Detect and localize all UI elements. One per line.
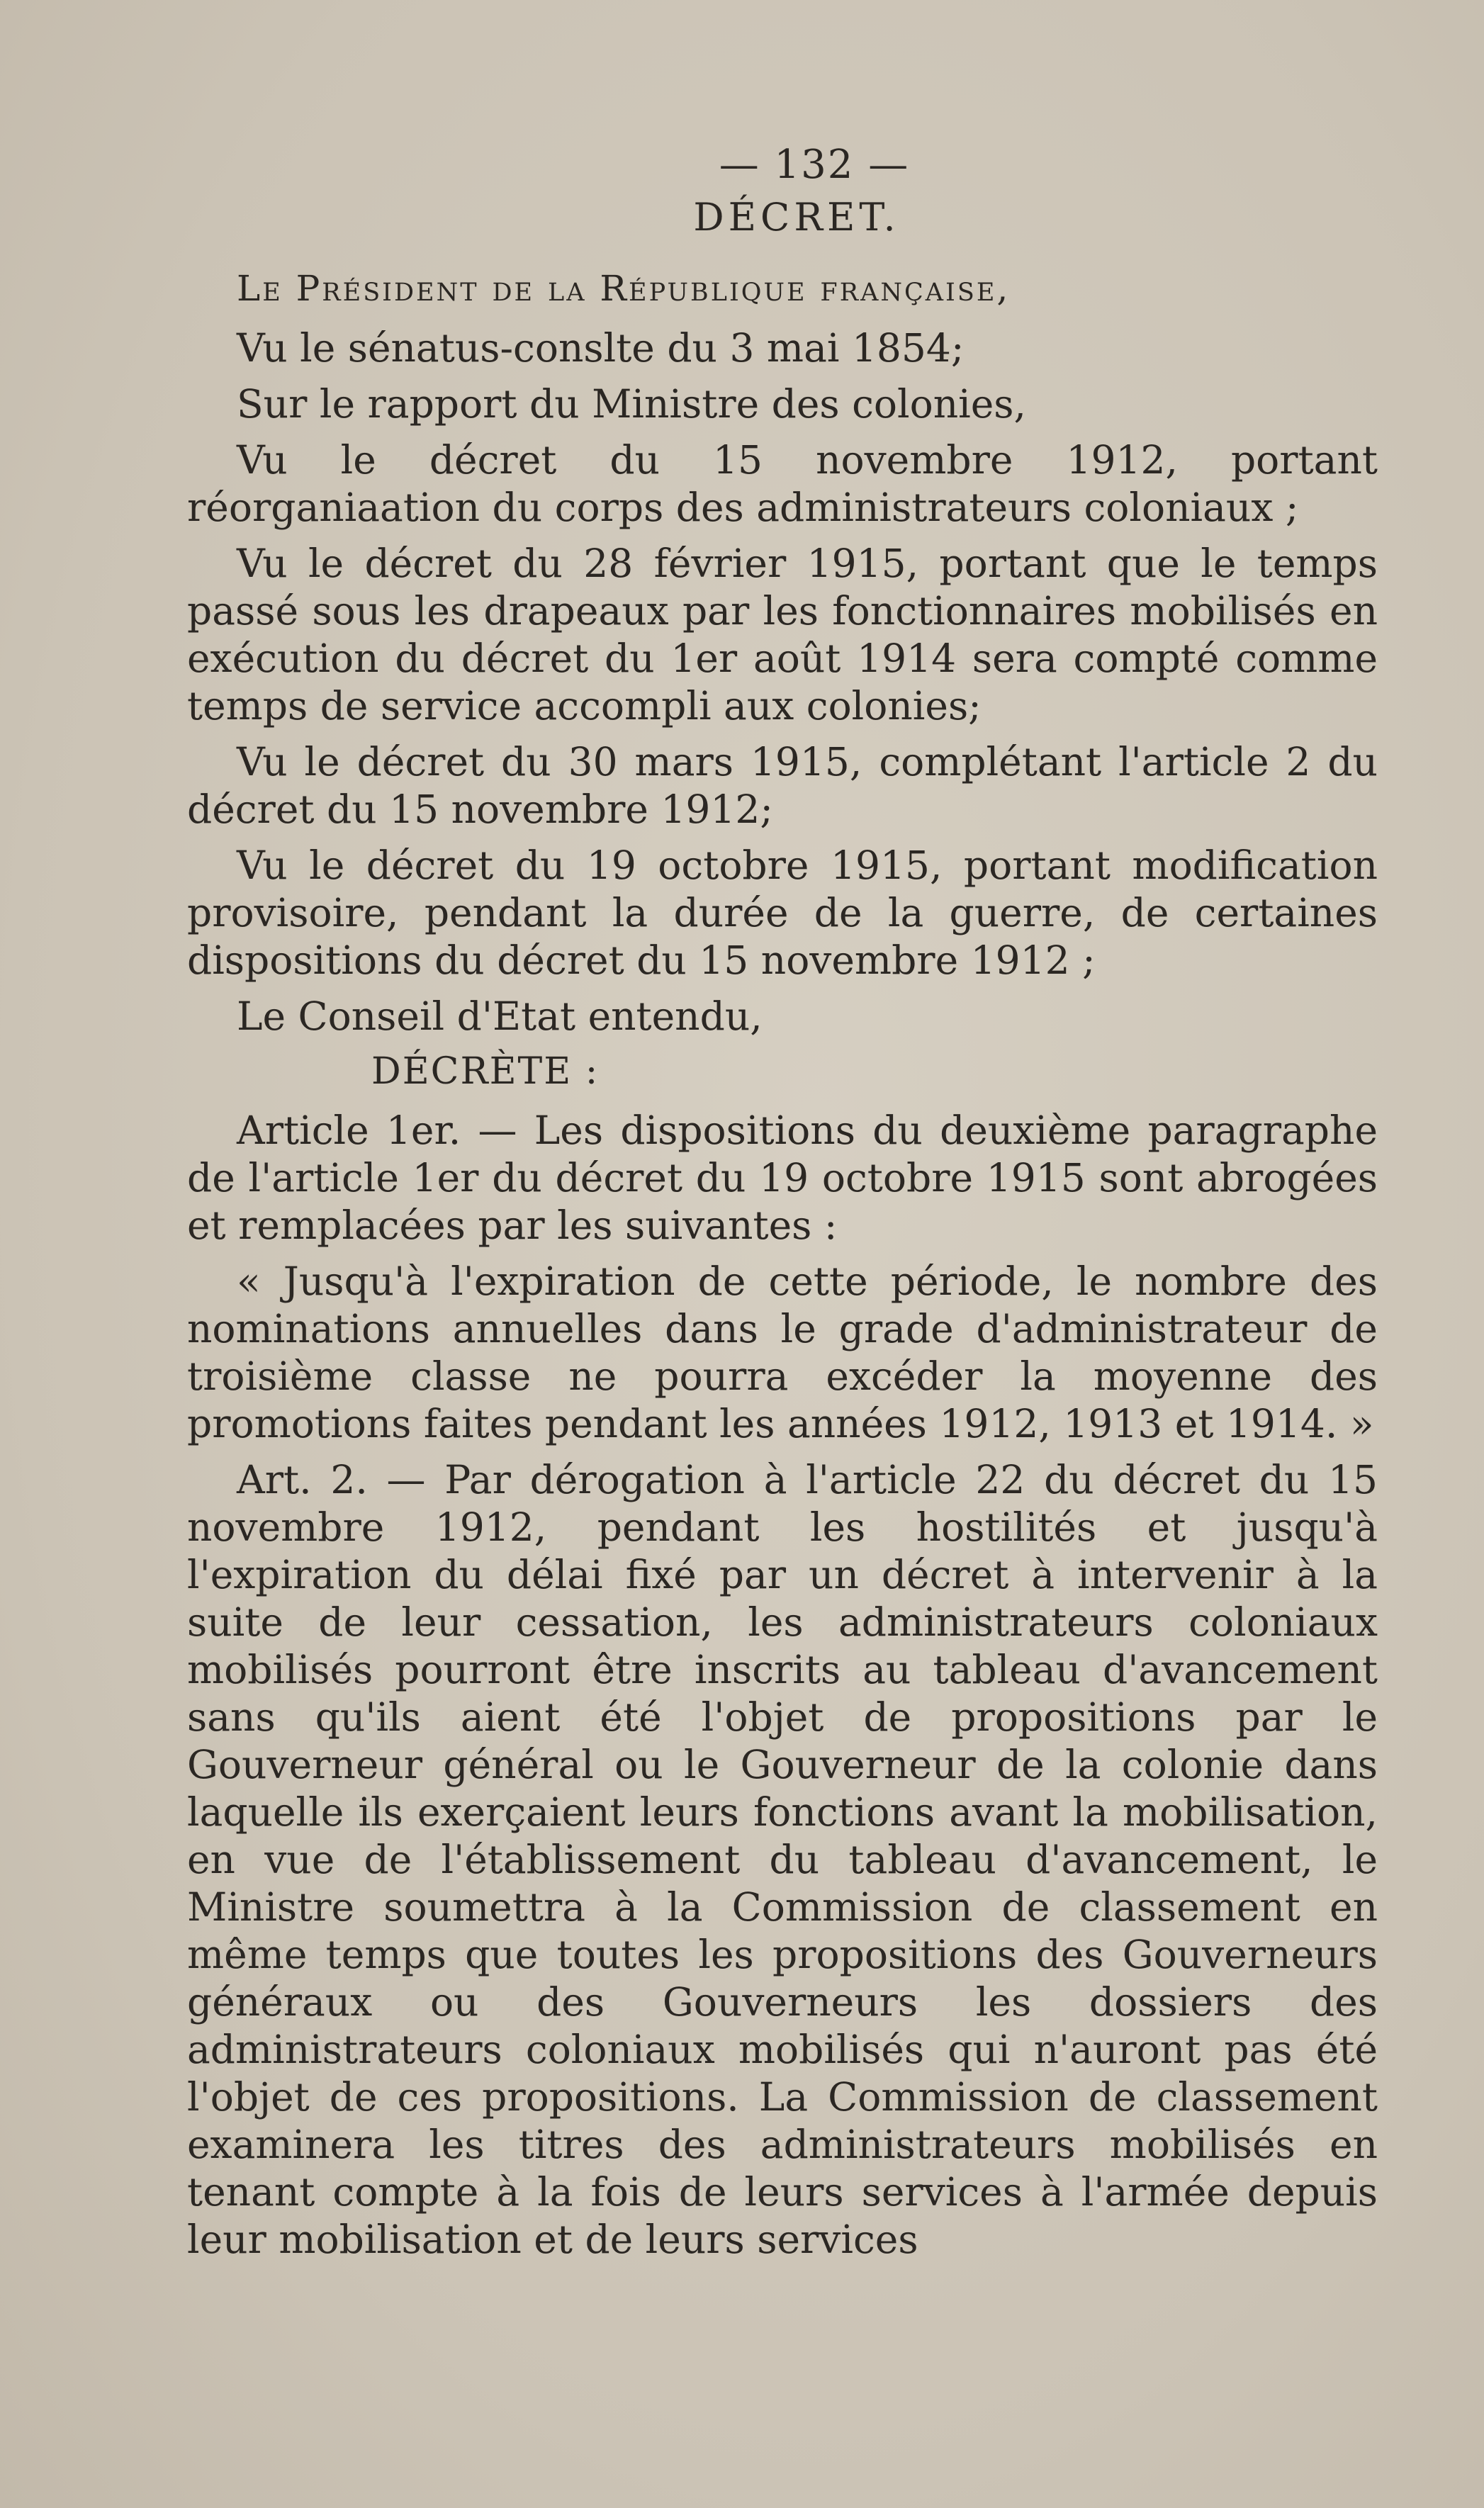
- visa-paragraph: Vu le décret du 19 octobre 1915, portant modification provisoire, pendant la durée de la guerre, de certaines dispositions du décret du 15 novembre 1912 ;: [187, 843, 1378, 983]
- visa-paragraph: Vu le décret du 30 mars 1915, complétant l'article 2 du décret du 15 novembre 1912;: [187, 739, 1378, 832]
- page-number: — 132 —: [719, 142, 910, 188]
- text-column: [187, 142, 1378, 2272]
- article-1-quote: « Jusqu'à l'expiration de cette période, le nombre des nominations annuelles dans le grade d'administrateur de troisième classe ne pourra excéder la moyenne des promotions faites pendant les années 1912, 1913 et 1914. »: [187, 1259, 1378, 1446]
- decrete-heading: DÉCRÈTE :: [371, 1050, 600, 1093]
- decree-title: DÉCRET.: [693, 195, 900, 240]
- visa-paragraph: Vu le sénatus-conslte du 3 mai 1854;: [237, 325, 965, 371]
- article-1: Article 1er. — Les dispositions du deuxième paragraphe de l'article 1er du décret du 19 octobre 1915 sont abrogées et remplacées par les suivantes :: [187, 1108, 1378, 1248]
- visa-paragraph: Vu le décret du 28 février 1915, portant que le temps passé sous les drapeaux par les fonctionnaires mobilisés en exécution du décret du 1er août 1914 sera compté comme temps de service accompli aux colonies;: [187, 541, 1378, 729]
- visa-paragraph: Vu le décret du 15 novembre 1912, portant réorganiaation du corps des administrateurs coloniaux ;: [187, 437, 1378, 530]
- article-2: Art. 2. — Par dérogation à l'article 22 du décret du 15 novembre 1912, pendant les hostilités et jusqu'à l'expiration du délai fixé par un décret à intervenir à la suite de leur cessation, les administrateurs coloniaux mobilisés pourront être inscrits au tableau d'avancement sans qu'ils aient été l'objet de propositions par le Gouverneur général ou le Gouverneur de la colonie dans laquelle ils exerçaient leurs fonctions avant la mobilisation, en vue de l'établissement du tableau d'avancement, le Ministre soumettra à la Commission de classement en même temps que toutes les propositions des Gouverneurs généraux ou des Gouverneurs les dossiers des administrateurs coloniaux mobilisés qui n'auront pas été l'objet de ces propositions. La Commission de classement examinera les titres des administrateurs mobilisés en tenant compte à la fois de leurs services à l'armée depuis leur mobilisation et de leurs services: [187, 1457, 1378, 2262]
- president-heading: Le Président de la République française,: [237, 268, 1011, 309]
- visa-paragraph: Sur le rapport du Ministre des colonies,: [237, 381, 1027, 427]
- visa-paragraph: Le Conseil d'Etat entendu,: [237, 994, 763, 1039]
